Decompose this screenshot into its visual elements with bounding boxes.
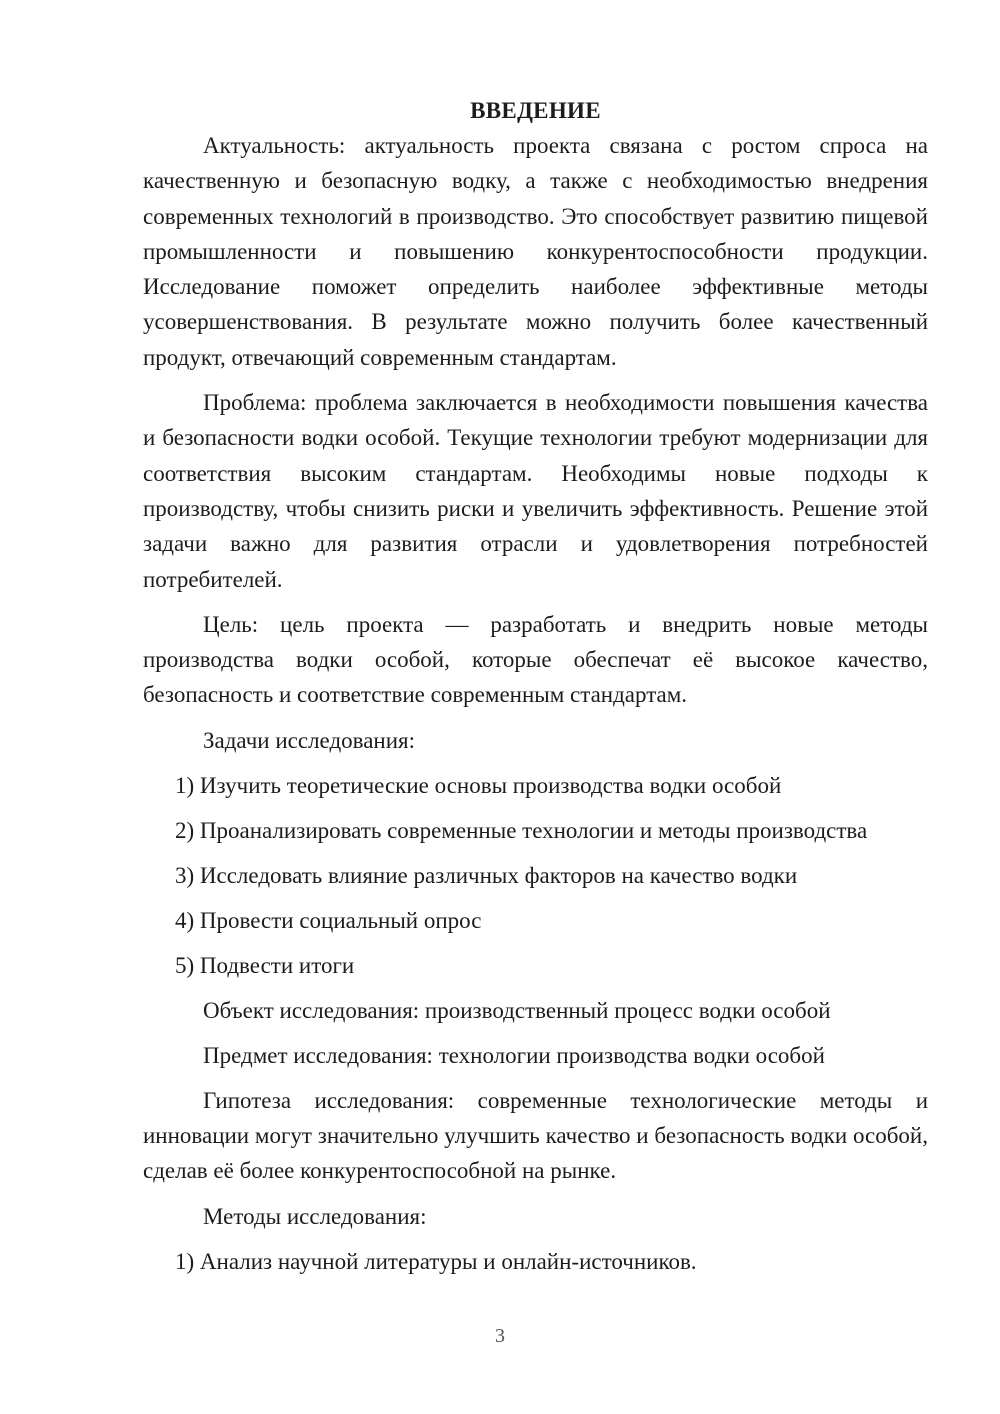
task-item-3: 3) Исследовать влияние различных факторов на качество водки: [175, 862, 798, 888]
task-item-1: 1) Изучить теоретические основы производства водки особой: [175, 772, 782, 798]
methods-title: Методы исследования:: [203, 1203, 427, 1229]
page-number: 3: [495, 1325, 505, 1347]
hypothesis-paragraph: Гипотеза исследования: современные технологические методы и инновации могут значительно улучшить качество и безопасность водки особой, сделав её более конкурентоспособной на рынке.: [143, 1087, 928, 1184]
relevance-paragraph: Актуальность: актуальность проекта связана с ростом спроса на качественную и безопасную водку, а также с необходимостью внедрения современных технологий в производство. Это способствует развитию пищевой промышленности и повышению конкурентоспособности продукции. Исследование поможет определить наиболее эффективные методы усовершенствования. В результате можно получить более качественный продукт, отвечающий современным стандартам.: [143, 133, 928, 370]
method-item-1: 1) Анализ научной литературы и онлайн-источников.: [175, 1248, 697, 1274]
research-subject: Предмет исследования: технологии производства водки особой: [203, 1042, 825, 1068]
problem-paragraph: Проблема: проблема заключается в необходимости повышения качества и безопасности водки особой. Текущие технологии требуют модернизации для соответствия высоким стандартам. Необходимы новые подходы к производству, чтобы снизить риски и увеличить эффективность. Решение этой задачи важно для развития отрасли и удовлетворения потребностей потребителей.: [143, 390, 928, 592]
research-object: Объект исследования: производственный процесс водки особой: [203, 997, 831, 1023]
section-heading: ВВЕДЕНИЕ: [470, 98, 601, 123]
goal-paragraph: Цель: цель проекта — разработать и внедрить новые методы производства водки особой, которые обеспечат её высокое качество, безопасность и соответствие современным стандартам.: [143, 611, 928, 708]
tasks-title: Задачи исследования:: [203, 727, 416, 753]
task-item-5: 5) Подвести итоги: [175, 952, 355, 978]
document-page: [143, 93, 928, 1279]
task-item-4: 4) Провести социальный опрос: [175, 907, 482, 933]
task-item-2: 2) Проанализировать современные технологии и методы производства: [175, 817, 868, 843]
